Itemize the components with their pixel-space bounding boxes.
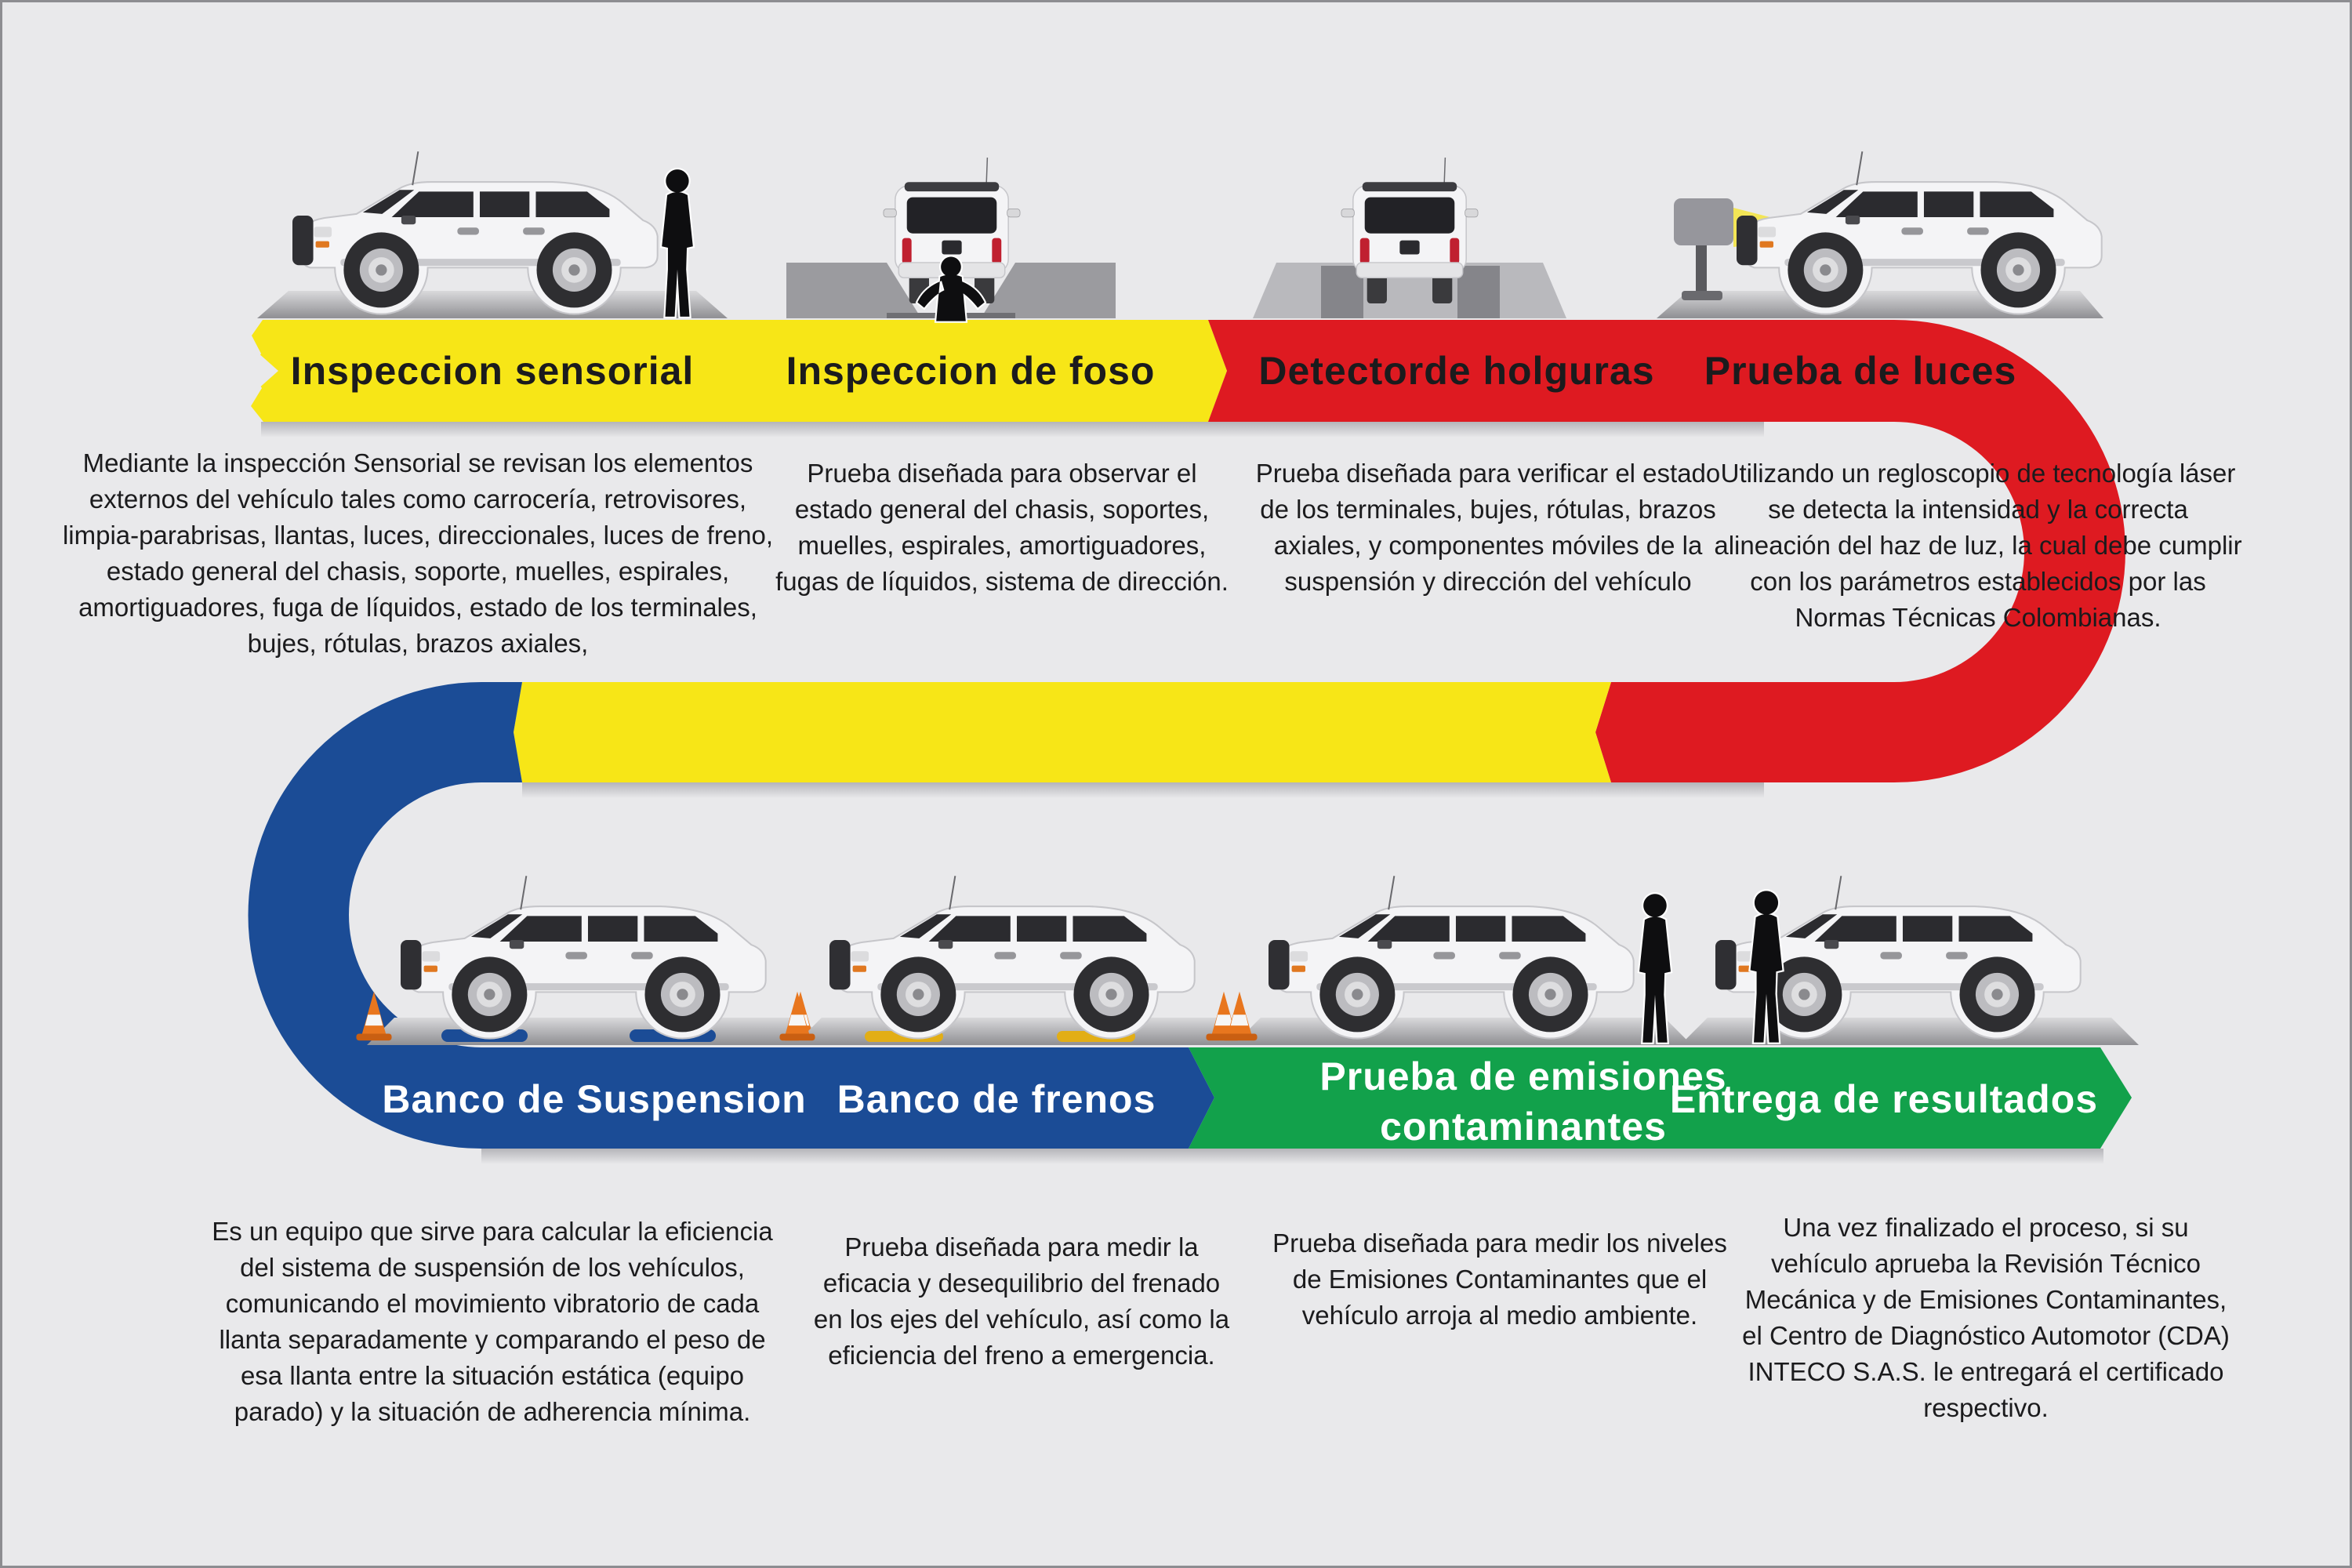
stage-title-inspeccion-sensorial: Inspeccion sensorial xyxy=(290,349,695,393)
stage-title-banco-de-frenos: Banco de frenos xyxy=(837,1077,1156,1121)
inspector-person-icon xyxy=(662,169,693,317)
technician-person-icon xyxy=(1639,894,1671,1043)
suv-side-icon xyxy=(292,151,658,314)
stage-description-inspeccion-sensorial: Mediante la inspección Sensorial se revisan los elementos externos del vehículo tales como carrocería, retrovisores, limpia-parabrisas, llantas, luces, direccionales, luces de freno, estado general del chasis, soporte, muelles, espirales, amortiguadores, fuga de líquidos, estado de los terminales, bujes, rótulas, brazos axiales, xyxy=(62,448,774,658)
suv-side-icon xyxy=(1269,876,1634,1038)
tester-pole xyxy=(1696,245,1707,296)
stage-title-detector-de-holguras: Detectorde holguras xyxy=(1258,349,1655,393)
tester-base xyxy=(1682,291,1722,300)
stage-title-prueba-de-luces: Prueba de luces xyxy=(1704,349,2017,393)
ramp-channel xyxy=(1457,266,1500,318)
platform xyxy=(257,291,728,318)
car-scene-entrega-de-resultados xyxy=(1680,876,2139,1045)
stage-title-banco-de-suspension: Banco de Suspension xyxy=(382,1077,807,1121)
suv-side-icon xyxy=(829,876,1195,1038)
stage-title-prueba-de-emisiones: Prueba de emisiones contaminantes xyxy=(1319,1054,1727,1149)
car-scene-inspeccion-de-foso xyxy=(786,158,1116,321)
stage-description-prueba-de-emisiones: Prueba diseñada para medir los niveles de Emisiones Contaminantes que el vehículo arroja al medio ambiente. xyxy=(1272,1229,1727,1330)
car-scene-detector-de-holguras xyxy=(1253,158,1566,318)
stage-title-inspeccion-de-foso: Inspeccion de foso xyxy=(786,349,1156,393)
platform xyxy=(1680,1018,2139,1045)
technician-person-icon xyxy=(1751,891,1783,1042)
suv-side-icon xyxy=(1737,151,2102,314)
stage-description-detector-de-holguras: Prueba diseñada para verificar el estado de los terminales, bujes, rótulas, brazos axiales, y componentes móviles de la suspensión y dirección del vehículo xyxy=(1255,459,1721,596)
car-scene-prueba-de-emisiones xyxy=(1221,876,1692,1045)
stage-description-banco-de-suspension: Es un equipo que sirve para calcular la eficiencia del sistema de suspensión de los vehículos, comunicando el movimiento vibratorio de cada llanta separadamente y comparando el peso de esa llanta entre la situación estática (equipo parado) y la situación de adherencia mínima. xyxy=(212,1217,773,1426)
stage-description-banco-de-frenos: Prueba diseñada para medir la eficacia y desequilibrio del frenado en los ejes del vehículo, así como la eficiencia del freno a emergencia. xyxy=(813,1232,1230,1370)
stage-title-entrega-de-resultados: Entrega de resultados xyxy=(1669,1077,2099,1121)
headlight-tester-icon xyxy=(1674,198,1733,245)
car-scene-prueba-de-luces xyxy=(1657,151,2103,318)
stage-description-prueba-de-luces: Utilizando un regloscopio de tecnología láser se detecta la intensidad y la correcta alineación del haz de luz, la cual debe cumplir con los parámetros establecidos por las Normas Técnicas Colombianas. xyxy=(1714,459,2242,632)
platform xyxy=(367,1018,829,1045)
suv-side-icon xyxy=(401,876,766,1038)
car-scene-inspeccion-sensorial xyxy=(257,151,728,318)
stage-description-entrega-de-resultados: Una vez finalizado el proceso, si su vehículo aprueba la Revisión Técnico Mecánica y de Emisiones Contaminantes, el Centro de Diagnóstico Automotor (CDA) INTECO S.A.S. le entregará el certificado respectivo. xyxy=(1742,1213,2230,1422)
stage-description-inspeccion-de-foso: Prueba diseñada para observar el estado general del chasis, soportes, muelles, espirales, amortiguadores, fugas de líquidos, sistema de dirección. xyxy=(775,459,1229,596)
car-scene-banco-de-frenos xyxy=(779,876,1253,1045)
platform xyxy=(1233,1018,1692,1045)
car-scene-banco-de-suspension xyxy=(356,876,829,1045)
platform xyxy=(794,1018,1253,1045)
